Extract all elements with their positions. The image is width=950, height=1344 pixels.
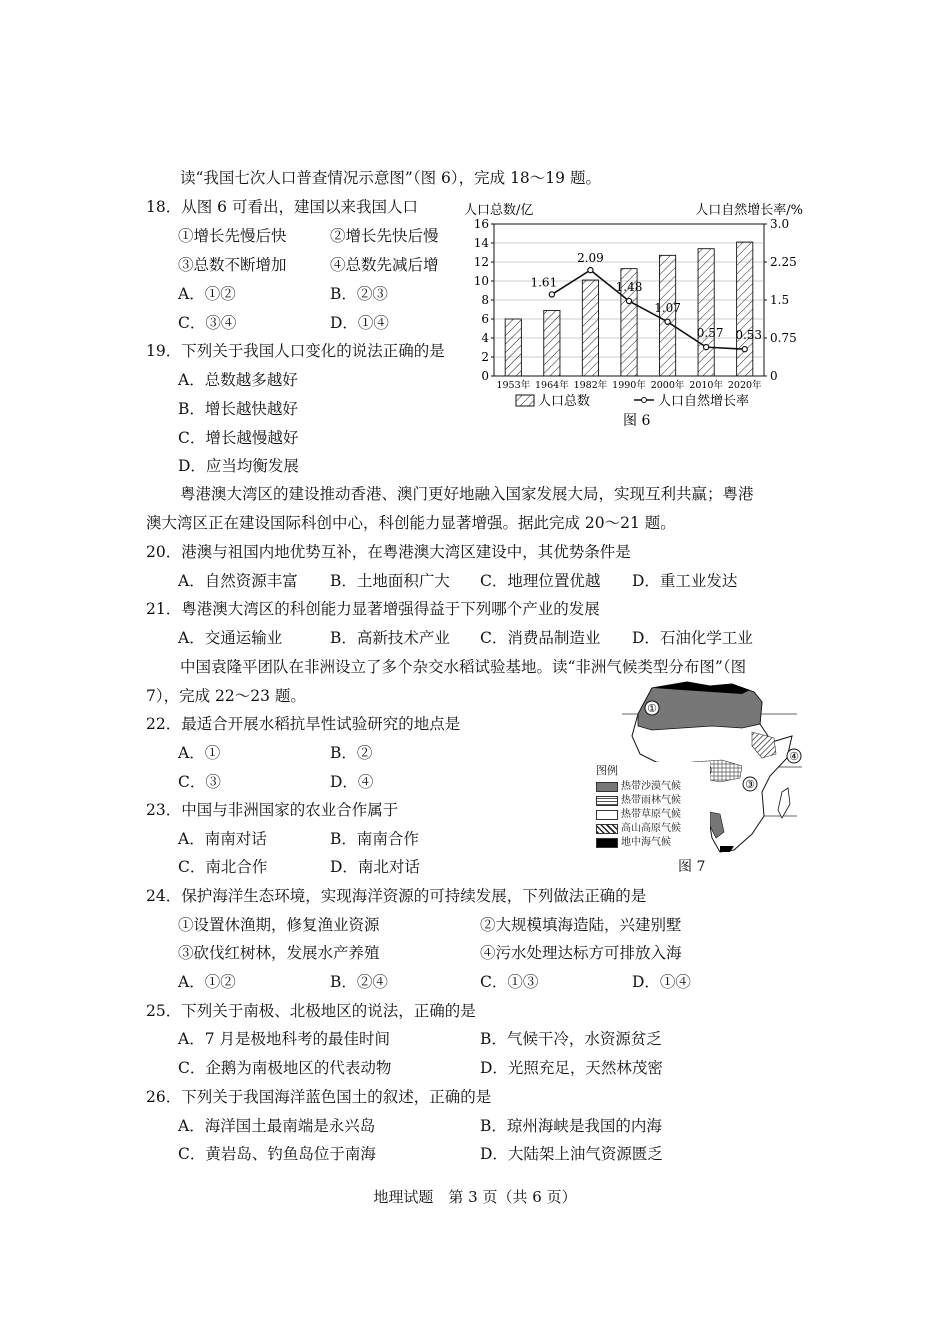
option-a: A．① (178, 744, 221, 762)
option-a: A．①② (178, 285, 236, 303)
legend-label: 热带沙漠气候 (621, 781, 681, 792)
question-26 (146, 1087, 491, 1107)
option-c: C．企鹅为南极地区的代表动物 (178, 1059, 392, 1077)
x-tick-label: 2020年 (727, 380, 762, 391)
option-a: A．①② (178, 973, 236, 991)
legend-swatch-bar (516, 395, 534, 406)
x-tick-label: 1953年 (496, 380, 531, 391)
option-b: B．② (330, 744, 373, 762)
option-b: B．增长越快越好 (178, 400, 298, 418)
question-stem: 从图 6 可看出，建国以来我国人口 (181, 198, 418, 216)
statement-4: ④总数先减后增 (330, 256, 439, 274)
question-18 (146, 197, 418, 217)
left-tick-label: 0 (481, 369, 489, 383)
growth-rate-point (588, 268, 593, 273)
question-number: 18． (146, 198, 182, 216)
intro-text-1: 读“我国七次人口普查情况示意图”（图 6），完成 18～19 题。 (180, 169, 601, 187)
growth-rate-point (704, 345, 709, 350)
growth-rate-label: 0.53 (735, 328, 763, 343)
legend-label-total: 人口总数 (538, 394, 591, 409)
option-b: B．②③ (330, 285, 388, 303)
legend-label: 高山高原气候 (621, 823, 681, 834)
population-bar (698, 249, 714, 376)
marker-4: ④ (789, 750, 799, 763)
left-axis-label: 人口总数/亿 (464, 203, 534, 218)
population-bar (505, 319, 521, 376)
swatch-savanna (596, 810, 618, 820)
statement-2: ②大规模填海造陆，兴建别墅 (480, 916, 682, 934)
right-tick-label: 0.75 (770, 331, 797, 345)
left-tick-label: 4 (481, 331, 489, 345)
intro-text-2b: 澳大湾区正在建设国际科创中心，科创能力显著增强。据此完成 20～21 题。 (146, 514, 676, 532)
option-d: D．光照充足，天然林茂密 (480, 1059, 663, 1077)
madagascar (778, 788, 790, 818)
right-tick-label: 0 (770, 369, 778, 383)
question-number: 24． (146, 887, 182, 905)
option-b: B．琼州海峡是我国的内海 (480, 1117, 662, 1135)
population-bar (659, 255, 675, 376)
option-c: C．③④ (178, 314, 237, 332)
growth-rate-label: 1.61 (530, 275, 558, 290)
growth-rate-point (665, 319, 670, 324)
option-b: B．高新技术产业 (330, 629, 450, 647)
question-25 (146, 1001, 476, 1021)
left-tick-label: 6 (481, 312, 489, 326)
statement-2: ②增长先快后慢 (330, 227, 439, 245)
growth-rate-point (626, 298, 631, 303)
right-tick-label: 3.0 (770, 217, 790, 231)
population-bar (544, 310, 560, 376)
swatch-rainforest (596, 796, 618, 806)
question-number: 19． (146, 342, 182, 360)
question-number: 22． (146, 715, 182, 733)
option-c: C．南北合作 (178, 858, 268, 876)
legend-item-highland (596, 822, 681, 835)
legend-item-desert (596, 780, 681, 793)
x-tick-label: 2000年 (650, 380, 685, 391)
legend-item-mediterranean (596, 836, 671, 849)
left-tick-label: 12 (473, 255, 489, 269)
option-b: B．气候干冷，水资源贫乏 (480, 1030, 662, 1048)
legend-swatch-point (642, 398, 647, 403)
option-a: A．7 月是极地科考的最佳时间 (178, 1030, 390, 1048)
question-number: 23． (146, 801, 182, 819)
right-tick-label: 1.5 (770, 293, 790, 307)
option-a: A．总数越多越好 (178, 371, 298, 389)
question-stem: 港澳与祖国内地优势互补，在粤港澳大湾区建设中，其优势条件是 (181, 543, 631, 561)
figure-caption: 图 7 (678, 859, 706, 875)
legend-label: 地中海气候 (621, 837, 671, 848)
mediterranean-south (720, 846, 734, 852)
question-22 (146, 714, 460, 734)
swatch-highland (596, 824, 618, 834)
legend-label: 热带雨林气候 (621, 795, 681, 806)
legend-label: 热带草原气候 (621, 809, 681, 820)
option-d: D．南北对话 (330, 858, 420, 876)
statement-4: ④污水处理达标方可排放入海 (480, 944, 682, 962)
right-tick-label: 2.25 (770, 255, 797, 269)
question-stem: 中国与非洲国家的农业合作属于 (181, 801, 399, 819)
option-c: C．①③ (480, 973, 539, 991)
option-d: D．①④ (632, 973, 691, 991)
question-stem: 最适合开展水稻抗旱性试验研究的地点是 (181, 715, 461, 733)
option-b: B．土地面积广大 (330, 572, 450, 590)
intro-text-3a: 中国袁隆平团队在非洲设立了多个杂交水稻试验基地。读“非洲气候类型分布图”（图 (180, 658, 747, 676)
option-d: D．④ (330, 773, 374, 791)
option-d: D．大陆架上油气资源匮乏 (480, 1145, 663, 1163)
question-stem: 下列关于我国海洋蓝色国土的叙述，正确的是 (181, 1088, 492, 1106)
left-tick-label: 10 (473, 274, 489, 288)
question-stem: 下列关于南极、北极地区的说法，正确的是 (181, 1002, 476, 1020)
option-a: A．南南对话 (178, 830, 267, 848)
question-stem: 粤港澳大湾区的科创能力显著增强得益于下列哪个产业的发展 (181, 600, 600, 618)
question-24 (146, 886, 646, 906)
legend-item-rainforest (596, 794, 681, 807)
right-axis-label: 人口自然增长率/% (695, 203, 803, 218)
question-stem: 下列关于我国人口变化的说法正确的是 (181, 342, 445, 360)
left-tick-label: 14 (473, 236, 489, 250)
option-d: D．①④ (330, 314, 389, 332)
growth-rate-label: 1.48 (615, 280, 643, 295)
option-d: D．应当均衡发展 (178, 457, 299, 475)
statement-3: ③砍伐红树林，发展水产养殖 (178, 944, 380, 962)
left-tick-label: 8 (481, 293, 489, 307)
option-b: B．②④ (330, 973, 388, 991)
question-20 (146, 542, 631, 562)
swatch-mediterranean (596, 838, 618, 848)
population-census-chart (458, 196, 808, 436)
x-tick-label: 2010年 (689, 380, 723, 391)
left-tick-label: 16 (473, 217, 489, 231)
x-tick-label: 1982年 (573, 380, 608, 391)
legend-label-rate: 人口自然增长率 (658, 394, 750, 409)
growth-rate-label: 1.07 (654, 300, 681, 315)
marker-1: ① (647, 702, 657, 715)
question-23 (146, 800, 398, 820)
statement-1: ①增长先慢后快 (178, 227, 287, 245)
x-tick-label: 1964年 (535, 380, 569, 391)
legend-title: 图例 (596, 764, 618, 777)
statement-1: ①设置休渔期，修复渔业资源 (178, 916, 380, 934)
question-number: 21． (146, 600, 182, 618)
option-c: C．地理位置优越 (480, 572, 601, 590)
option-b: B．南南合作 (330, 830, 419, 848)
question-stem: 保护海洋生态环境，实现海洋资源的可持续发展，下列做法正确的是 (181, 887, 647, 905)
map-legend (592, 762, 710, 854)
growth-rate-label: 2.09 (577, 251, 604, 266)
figure-caption: 图 6 (623, 413, 651, 429)
left-tick-label: 2 (481, 350, 489, 364)
option-d: D．石油化学工业 (632, 629, 753, 647)
growth-rate-point (742, 347, 747, 352)
option-a: A．海洋国土最南端是永兴岛 (178, 1117, 376, 1135)
option-a: A．交通运输业 (178, 629, 283, 647)
africa-climate-map (592, 674, 812, 880)
marker-3: ③ (745, 778, 755, 791)
page-footer: 地理试题 第 3 页（共 6 页） (373, 1188, 577, 1206)
option-c: C．增长越慢越好 (178, 429, 299, 447)
x-tick-label: 1990年 (612, 380, 646, 391)
swatch-desert (596, 782, 618, 792)
option-d: D．重工业发达 (632, 572, 738, 590)
growth-rate-point (549, 292, 554, 297)
option-c: C．黄岩岛、钓鱼岛位于南海 (178, 1145, 376, 1163)
legend-item-savanna (596, 808, 681, 821)
question-number: 26． (146, 1088, 182, 1106)
statement-3: ③总数不断增加 (178, 256, 287, 274)
growth-rate-label: 0.57 (696, 326, 724, 341)
population-bar (582, 280, 598, 376)
option-c: C．消费品制造业 (480, 629, 601, 647)
intro-text-2a: 粤港澳大湾区的建设推动香港、澳门更好地融入国家发展大局，实现互利共赢；粤港 (180, 485, 754, 503)
question-19 (146, 341, 445, 361)
question-number: 20． (146, 543, 182, 561)
question-21 (146, 599, 600, 619)
question-number: 25． (146, 1002, 182, 1020)
option-a: A．自然资源丰富 (178, 572, 298, 590)
intro-text-3b: 7），完成 22～23 题。 (146, 687, 306, 705)
option-c: C．③ (178, 773, 221, 791)
population-bar (737, 242, 753, 376)
